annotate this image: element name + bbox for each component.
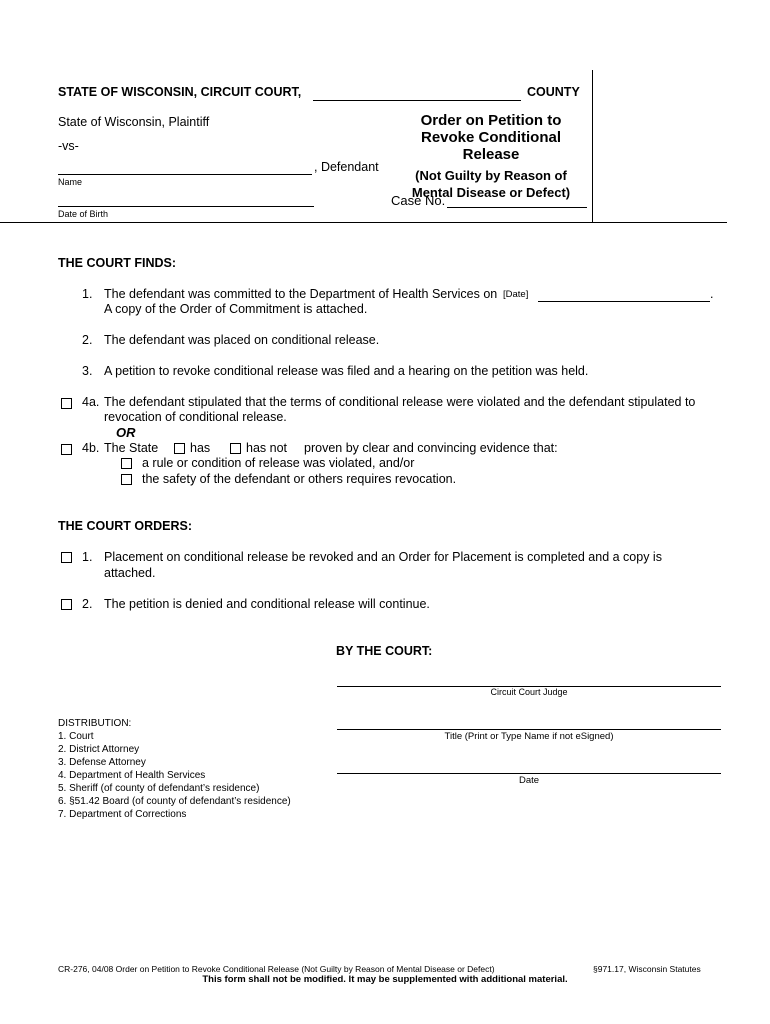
distribution-heading: DISTRIBUTION:: [58, 718, 132, 729]
finding-3-number: 3.: [82, 364, 93, 378]
order-1-number: 1.: [82, 550, 93, 564]
vs-label: -vs-: [58, 139, 79, 153]
has-label: has: [190, 441, 211, 455]
has-not-label: has not: [246, 441, 288, 455]
order-2-checkbox[interactable]: [61, 599, 72, 610]
finding-1-number: 1.: [82, 287, 93, 301]
order-1-checkbox[interactable]: [61, 552, 72, 563]
court-orders-heading: THE COURT ORDERS:: [58, 519, 193, 533]
case-no-label: Case No.: [391, 193, 446, 208]
distribution-item: 4. Department of Health Services: [58, 770, 206, 781]
name-label: Name: [58, 177, 83, 187]
plaintiff-label: State of Wisconsin, Plaintiff: [58, 115, 210, 129]
defendant-name-input[interactable]: [58, 160, 312, 175]
dob-label: Date of Birth: [58, 209, 109, 219]
judge-label: Circuit Court Judge: [490, 687, 568, 697]
finding-1-line2: A copy of the Order of Commitment is attached.: [104, 302, 368, 316]
distribution-list: [58, 717, 291, 821]
has-checkbox[interactable]: [174, 443, 185, 454]
distribution-item: 6. §51.42 Board (of county of defendant’s residence): [58, 796, 291, 807]
order-2-number: 2.: [82, 597, 93, 611]
county-input[interactable]: [313, 86, 521, 101]
title-label: Title (Print or Type Name if not eSigned): [444, 731, 614, 742]
safety-label: the safety of the defendant or others requires revocation.: [142, 472, 457, 486]
date-line[interactable]: [337, 773, 721, 774]
order-2-text: The petition is denied and conditional release will continue.: [104, 597, 430, 611]
finding-4b-prefix: The State: [104, 441, 159, 455]
county-label: COUNTY: [527, 85, 580, 99]
header-vertical-divider: [592, 70, 593, 222]
finding-1-period: .: [710, 287, 714, 301]
finding-1-text: The defendant was committed to the Department of Health Services on: [104, 287, 498, 301]
form-subtitle: (Not Guilty by Reason of Mental Disease or Defect): [411, 168, 571, 200]
footer-form-id: CR-276, 04/08 Order on Petition to Revoke Conditional Release (Not Guilty by Reason of Mental Disease or Defect): [58, 964, 495, 974]
header-bottom-rule: [0, 222, 727, 223]
commitment-date-input[interactable]: [538, 287, 710, 302]
rule-violated-label: a rule or condition of release was violated, and/or: [142, 456, 415, 470]
form-title-block: [395, 112, 587, 201]
title-line[interactable]: [337, 729, 721, 730]
distribution-item: 7. Department of Corrections: [58, 809, 187, 820]
date-of-birth-input[interactable]: [58, 192, 314, 207]
finding-4b-number: 4b.: [82, 441, 100, 455]
footer-statute: §971.17, Wisconsin Statutes: [593, 964, 701, 974]
court-prefix: STATE OF WISCONSIN, CIRCUIT COURT,: [58, 85, 302, 99]
safety-checkbox[interactable]: [121, 474, 132, 485]
distribution-item: 5. Sheriff (of county of defendant’s residence): [58, 783, 260, 794]
finding-4a-number: 4a.: [82, 395, 100, 409]
footer-notice: This form shall not be modified. It may be supplemented with additional material.: [202, 974, 568, 985]
finding-4b-checkbox[interactable]: [61, 444, 72, 455]
finding-4a-text: The defendant stipulated that the terms of conditional release were violated and the defendant stipulated to: [104, 395, 696, 409]
finding-4b-suffix: proven by clear and convincing evidence that:: [304, 441, 558, 455]
date-label: Date: [518, 775, 540, 786]
by-the-court-label: BY THE COURT:: [336, 644, 433, 658]
finding-4a-checkbox[interactable]: [61, 398, 72, 409]
order-1-line2: attached.: [104, 566, 156, 580]
court-finds-heading: THE COURT FINDS:: [58, 256, 177, 270]
finding-1-date-label: [Date]: [503, 289, 529, 300]
distribution-item: 1. Court: [58, 731, 94, 742]
case-no-input[interactable]: [447, 193, 587, 208]
rule-violated-checkbox[interactable]: [121, 458, 132, 469]
defendant-label: , Defendant: [314, 160, 379, 174]
order-1-text: Placement on conditional release be revoked and an Order for Placement is completed and a copy is: [104, 550, 662, 564]
or-label: OR: [116, 425, 136, 440]
finding-4a-line2: revocation of conditional release.: [104, 410, 287, 424]
finding-2-number: 2.: [82, 333, 93, 347]
has-not-checkbox[interactable]: [230, 443, 241, 454]
distribution-item: 2. District Attorney: [58, 744, 140, 755]
finding-2-text: The defendant was placed on conditional release.: [104, 333, 380, 347]
form-title: Order on Petition to Revoke Conditional Release: [420, 112, 562, 163]
finding-3-text: A petition to revoke conditional release was filed and a hearing on the petition was held.: [104, 364, 589, 378]
distribution-item: 3. Defense Attorney: [58, 757, 146, 768]
